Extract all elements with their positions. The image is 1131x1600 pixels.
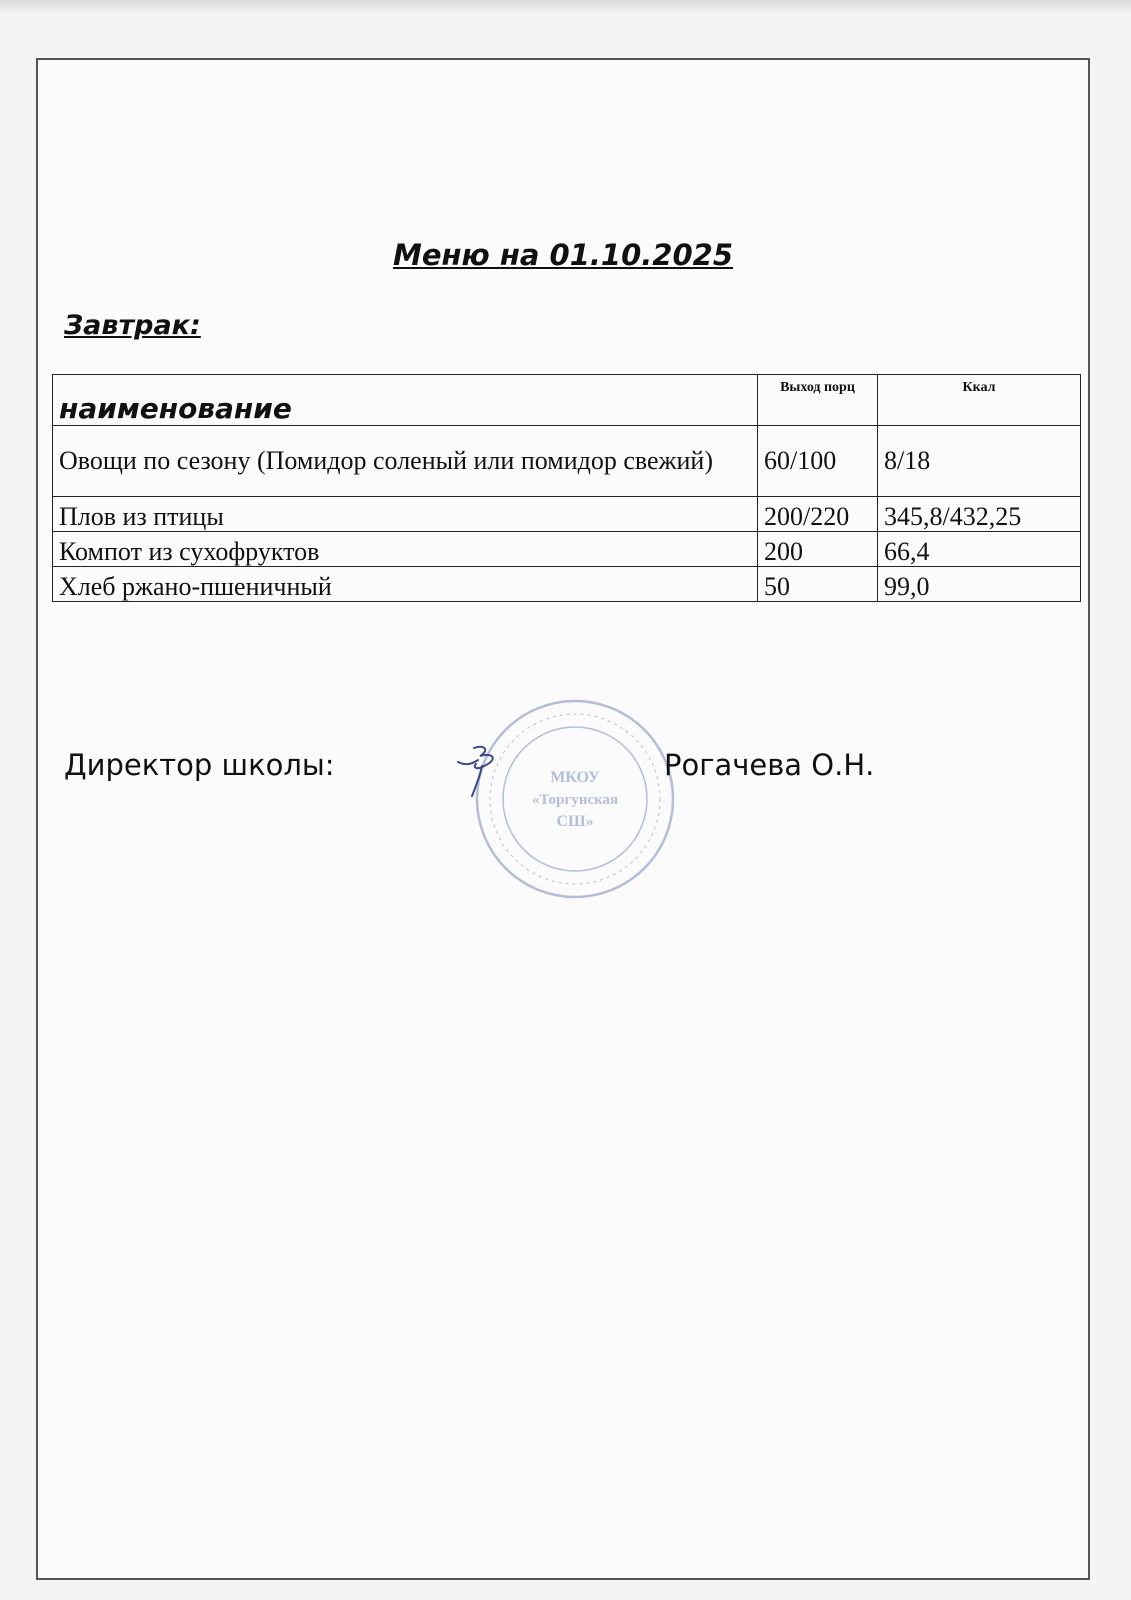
meal-heading: Завтрак:	[64, 310, 201, 341]
dish-kcal: 66,4	[878, 532, 1081, 567]
dish-name: Компот из сухофруктов	[53, 532, 758, 567]
dish-name: Хлеб ржано-пшеничный	[53, 567, 758, 602]
header-name: наименование	[53, 375, 758, 426]
table-row	[53, 497, 1081, 532]
table-header-row	[53, 375, 1081, 426]
dish-portion: 200	[758, 532, 878, 567]
dish-kcal: 8/18	[878, 426, 1081, 497]
page-title: Меню на 01.10.2025	[392, 238, 733, 272]
dish-name: Плов из птицы	[53, 497, 758, 532]
dish-portion: 50	[758, 567, 878, 602]
dish-name: Овощи по сезону (Помидор соленый или помидор свежий)	[53, 426, 758, 497]
stamp-line-1: МКОУ	[550, 769, 600, 786]
menu-table	[52, 374, 1081, 602]
stamp-line-2: «Торгунская	[531, 792, 619, 808]
director-role: Директор школы:	[64, 748, 335, 782]
dish-kcal: 345,8/432,25	[878, 497, 1081, 532]
dish-kcal: 99,0	[878, 567, 1081, 602]
header-kcal: Ккал	[878, 375, 1081, 426]
signature-mark	[454, 740, 514, 800]
scan-top-edge	[0, 0, 1131, 14]
header-portion: Выход порц	[758, 375, 878, 426]
stamp-line-3: СШ»	[556, 813, 594, 830]
document-page	[36, 58, 1090, 1580]
table-row	[53, 532, 1081, 567]
table-row	[53, 426, 1081, 497]
director-name: Рогачева О.Н.	[664, 748, 875, 782]
table-row	[53, 567, 1081, 602]
dish-portion: 200/220	[758, 497, 878, 532]
dish-portion: 60/100	[758, 426, 878, 497]
